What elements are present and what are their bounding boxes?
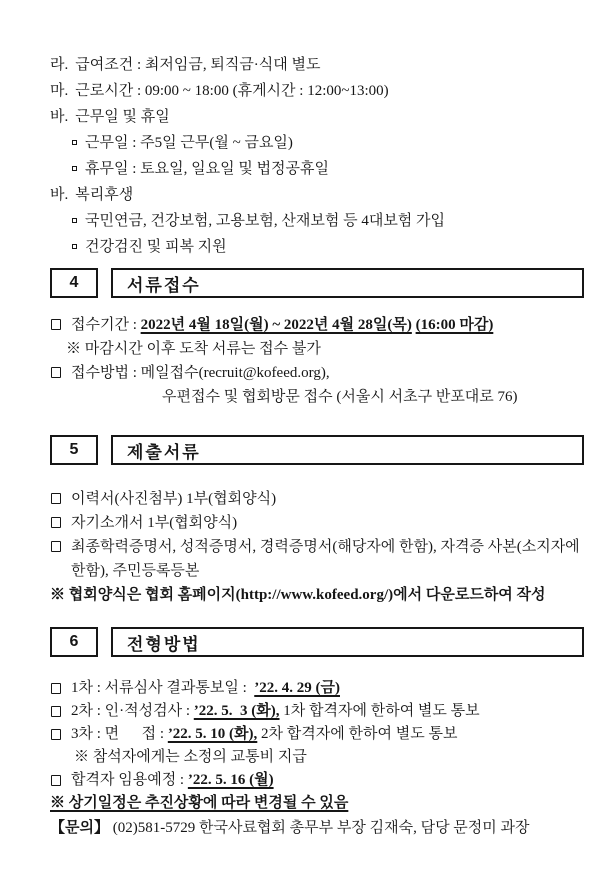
inquiry-text: (02)581-5729 한국사료협회 총무부 부장 김재숙, 담당 문정미 과장: [108, 820, 530, 836]
checkbox-item-cover-letter: [50, 511, 584, 535]
checkbox-item-receipt-period: [50, 313, 584, 337]
section-header-submission-docs: [50, 435, 584, 465]
intro-subitem: [50, 156, 584, 182]
subitem-text: 근무일 : 주5일 근무(월 ~ 금요일): [85, 135, 293, 151]
subitem-text: 국민연금, 건강보험, 고용보험, 산재보험 등 4대보험 가입: [85, 213, 446, 229]
period-dates: 2022년 4월 18일(월) ~ 2022년 4월 28일(목): [140, 317, 412, 333]
item-marker: 마.: [50, 83, 69, 99]
section-number-box: 6: [50, 627, 98, 657]
checkbox-icon: [51, 683, 61, 694]
checkbox-icon: [51, 367, 61, 378]
note-line-form-download: ※ 협회양식은 협회 홈페이지(http://www.kofeed.org/)에서 다운로드하여 작성: [50, 587, 546, 603]
checkbox-icon: [51, 517, 61, 528]
intro-item: [50, 52, 584, 78]
checkbox-item-certificates: [50, 535, 584, 583]
checkbox-icon: [51, 493, 61, 504]
round3-date: ’22. 5. 10 (화),: [167, 726, 258, 742]
round2-date: ’22. 5. 3 (화),: [193, 703, 280, 719]
inquiry-label: 【문의】: [50, 820, 109, 836]
intro-subitem: [50, 234, 584, 260]
period-deadline: (16:00 마감): [415, 317, 494, 333]
square-bullet-icon: [72, 218, 77, 223]
line-text: [71, 700, 584, 723]
square-bullet-icon: [72, 166, 77, 171]
section-header-selection-process: [50, 627, 584, 657]
intro-subitem: [50, 130, 584, 156]
intro-item: [50, 104, 584, 130]
section-body-submission-docs: [50, 487, 584, 607]
appointment-date: ’22. 5. 16 (월): [187, 772, 274, 788]
method-email: 메일접수(recruit@kofeed.org),: [140, 365, 330, 381]
checkbox-item-resume: [50, 487, 584, 511]
field-label: 합격자 임용예정 :: [71, 772, 188, 788]
line-text: [71, 677, 584, 700]
line-text: 이력서(사진첨부) 1부(협회양식): [71, 491, 277, 507]
checkbox-item-round3: [50, 723, 584, 746]
round2-detail: 1차 합격자에 한하여 별도 통보: [279, 703, 480, 719]
section-number-box: 5: [50, 435, 98, 465]
checkbox-item-round2: [50, 700, 584, 723]
item-text: 근로시간 : 09:00 ~ 18:00 (휴게시간 : 12:00~13:00): [75, 83, 389, 99]
section-title-box: 전형방법: [111, 627, 584, 657]
line-text: [71, 723, 584, 746]
continuation-line: 우편접수 및 협회방문 접수 (서울시 서초구 반포대로 76): [162, 389, 518, 405]
checkbox-item-appointment: [50, 769, 584, 792]
checkbox-icon: [51, 706, 61, 717]
square-bullet-icon: [72, 244, 77, 249]
note-line-schedule-change: ※ 상기일정은 추진상황에 따라 변경될 수 있음: [50, 795, 349, 811]
line-text: [71, 313, 584, 337]
line-text: [71, 361, 584, 385]
item-marker: 라.: [50, 57, 69, 73]
section-title-box: 서류접수: [111, 268, 584, 298]
checkbox-icon: [51, 541, 61, 552]
checkbox-item-round1: [50, 677, 584, 700]
line-text: 자기소개서 1부(협회양식): [71, 515, 238, 531]
item-marker: 바.: [50, 109, 69, 125]
section-number-box: 4: [50, 268, 98, 298]
field-label: 접수기간 :: [71, 317, 141, 333]
section-title-box: 제출서류: [111, 435, 584, 465]
item-text: 복리후생: [75, 187, 134, 203]
intro-item: [50, 182, 584, 208]
intro-list: [50, 52, 584, 260]
note-line: ※ 마감시간 이후 도착 서류는 접수 불가: [66, 341, 321, 357]
subitem-text: 건강검진 및 피복 지원: [85, 239, 227, 255]
line-text: [71, 769, 584, 792]
field-label: 1차 : 서류심사 결과통보일 :: [71, 680, 255, 696]
section-header-document-receipt: [50, 268, 584, 298]
round1-date: ’22. 4. 29 (금): [254, 680, 340, 696]
field-label: 2차 : 인·적성검사 :: [71, 703, 194, 719]
square-bullet-icon: [72, 140, 77, 145]
checkbox-item-receipt-method: [50, 361, 584, 385]
subitem-text: 휴무일 : 토요일, 일요일 및 법정공휴일: [85, 161, 330, 177]
line-text: 최종학력증명서, 성적증명서, 경력증명서(해당자에 한함), 자격증 사본(소지자에 한함), 주민등록등본: [71, 539, 584, 579]
intro-subitem: [50, 208, 584, 234]
round3-detail: 2차 합격자에 한하여 별도 통보: [257, 726, 458, 742]
intro-item: [50, 78, 584, 104]
note-line-transport-fee: ※ 참석자에게는 소정의 교통비 지급: [74, 749, 307, 765]
field-label: 3차 : 면 접 :: [71, 726, 168, 742]
contact-line: [50, 817, 584, 840]
checkbox-icon: [51, 319, 61, 330]
item-text: 근무일 및 휴일: [75, 109, 170, 125]
item-marker: 바.: [50, 187, 69, 203]
checkbox-icon: [51, 775, 61, 786]
section-body-document-receipt: [50, 313, 584, 409]
section-body-selection-process: [50, 677, 584, 815]
checkbox-icon: [51, 729, 61, 740]
item-text: 급여조건 : 최저임금, 퇴직금·식대 별도: [75, 57, 321, 73]
field-label: 접수방법 :: [71, 365, 141, 381]
